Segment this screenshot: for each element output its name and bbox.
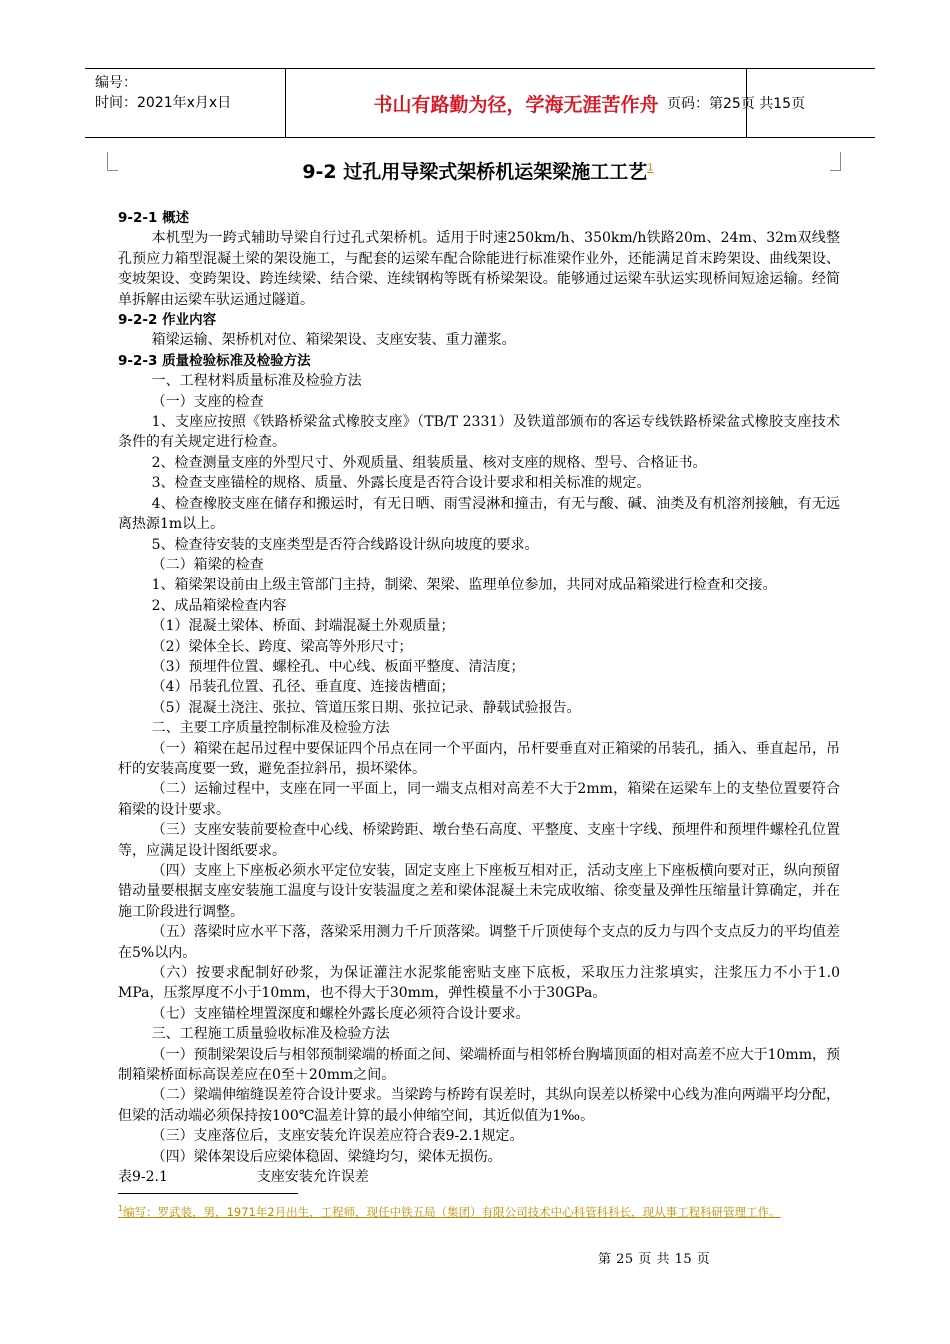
- body-paragraph: （六）按要求配制好砂浆，为保证灌注水泥浆能密贴支座下底板，采取压力注浆填实，注浆压力不小于1.0 MPa，压浆厚度不小于10mm，也不得大于30mm，弹性模量不小于30GPa。: [118, 965, 840, 1002]
- body-paragraph: （1）混凝土梁体、桥面、封端混凝土外观质量；: [151, 618, 455, 635]
- body-paragraph: （5）混凝土浇注、张拉、管道压浆日期、张拉记录、静载试验报告。: [151, 699, 581, 716]
- body-paragraph: 5、检查待安装的支座类型是否符合线路设计纵向坡度的要求。: [151, 536, 539, 553]
- body-paragraph: （三）支座安装前要检查中心线、桥梁跨距、墩台垫石高度、平整度、支座十字线、预埋件和预埋件螺栓孔位置等，应满足设计图纸要求。: [118, 822, 840, 859]
- body-paragraph: （2）梁体全长、跨度、梁高等外形尺寸；: [151, 638, 413, 655]
- margin-corner-left: [107, 152, 118, 171]
- body-paragraph: 2、成品箱梁检查内容: [151, 597, 287, 614]
- section-heading: 9-2-1 概述: [118, 210, 190, 226]
- body-paragraph: 二、主要工序质量控制标准及检验方法: [151, 720, 390, 737]
- body-paragraph: （3）预埋件位置、螺栓孔、中心线、板面平整度、清洁度；: [151, 658, 525, 675]
- header-meta: [95, 73, 231, 113]
- body-paragraph: （一）预制梁架设后与相邻预制梁端的桥面之间、梁端桥面与相邻桥台胸墙顶面的相对高差不应大于10mm，预制箱梁桥面标高误差应在0至＋20mm之间。: [118, 1046, 840, 1084]
- body-paragraph: 4、检查橡胶支座在储存和搬运时，有无日晒、雨雪浸淋和撞击，有无与酸、碱、油类及有机溶剂接触，有无远离热源1m以上。: [118, 495, 840, 533]
- page-header: [85, 68, 875, 138]
- document-body: [118, 208, 840, 1188]
- body-paragraph: 1、支座应按照《铁路桥梁盆式橡胶支座》（TB/T 2331）及铁道部颁布的客运专线铁路桥梁盆式橡胶支座技术条件的有关规定进行检查。: [118, 414, 840, 451]
- body-paragraph: （二）运输过程中，支座在同一平面上，同一端支点相对高差不大于2mm，箱梁在运梁车上的支垫位置要符合箱梁的设计要求。: [118, 781, 840, 818]
- body-paragraph: （五）落梁时应水平下落，落梁采用测力千斤顶落梁。调整千斤顶使每个支点的反力与四个支点反力的平均值差在5%以内。: [118, 924, 840, 961]
- section-heading: 9-2-2 作业内容: [118, 312, 217, 329]
- table-caption: 表9-2.1 支座安装允许误差: [118, 1169, 369, 1186]
- body-paragraph: 2、检查测量支座的外型尺寸、外观质量、组装质量、核对支座的规格、型号、合格证书。: [151, 454, 707, 471]
- title-text: 9-2 过孔用导梁式架桥机运架梁施工工艺: [302, 161, 648, 183]
- header-time: 时间：2021年x月x日: [95, 95, 232, 111]
- body-paragraph: （四）支座上下座板必须水平定位安装，固定支座上下座板互相对正，活动支座上下座板横向要对正，纵向预留错动量要根据支座安装施工温度与设计安装温度之差和梁体混凝土未完成收缩、徐变量及弹性压缩量计算确定，并在施工阶段进行调整。: [118, 863, 840, 920]
- footnote-mark: 1: [118, 1204, 124, 1213]
- body-paragraph: 三、工程施工质量验收标准及检验方法: [151, 1026, 390, 1043]
- body-paragraph: （三）支座落位后，支座安装允许误差应符合表9-2.1规定。: [151, 1128, 524, 1145]
- body-paragraph: （七）支座锚栓埋置深度和螺栓外露长度必须符合设计要求。: [151, 1005, 530, 1022]
- section-heading: 9-2-3 质量检验标准及检验方法: [118, 352, 311, 369]
- header-page: 页码：第25页 共15页: [667, 96, 806, 112]
- body-paragraph: （4）吊装孔位置、孔径、垂直度、连接齿槽面；: [151, 679, 455, 696]
- body-paragraph: （四）梁体架设后应梁体稳固、梁缝均匀，梁体无损伤。: [151, 1148, 502, 1165]
- body-paragraph: （二）箱梁的检查: [151, 556, 264, 573]
- body-paragraph: 箱梁运输、架桥机对位、箱梁架设、支座安装、重力灌浆。: [151, 332, 516, 349]
- body-paragraph: 一、工程材料质量标准及检验方法: [151, 373, 362, 390]
- header-motto: 书山有路勤为径，学海无涯苦作舟: [285, 69, 747, 137]
- body-paragraph: （二）梁端伸缩缝误差符合设计要求。当梁跨与桥跨有误差时，其纵向误差以桥梁中心线为准向两端平均分配，但梁的活动端必须保持按100℃温差计算的最小伸缩空间，其近似值为1‰。: [118, 1087, 840, 1124]
- header-number: 编号：: [95, 75, 137, 91]
- body-paragraph: 3、检查支座锚栓的规格、质量、外露长度是否符合设计要求和相关标准的规定。: [151, 475, 651, 492]
- body-paragraph: （一）支座的检查: [151, 393, 264, 410]
- footnote-text: 编写：罗武装，男，1971年2月出生，工程师，现任中铁五局（集团）有限公司技术中心科管科科长，现从事工程科研管理工作。: [123, 1204, 781, 1219]
- body-paragraph: 1、箱梁架设前由上级主管部门主持，制梁、架梁、监理单位参加，共同对成品箱梁进行检查和交接。: [151, 577, 777, 594]
- title-footnote-link[interactable]: 1: [647, 162, 654, 174]
- body-paragraph: 本机型为一跨式辅助导梁自行过孔式架桥机。适用于时速250km/h、350km/h铁路20m、24m、32m双线整孔预应力箱型混凝土梁的架设施工，与配套的运梁车配合除能进行标准梁作业外，还能满足首末跨架设、曲线架设、变坡架设、变跨架设、跨连续梁、结合梁、连续钢构等既有桥梁架设。能够通过运梁车驮运实现桥间短途运输。经简单拆解由运梁车驮运通过隧道。: [118, 230, 840, 308]
- document-title: [118, 157, 838, 184]
- body-paragraph: （一）箱梁在起吊过程中要保证四个吊点在同一个平面内，吊杆要垂直对正箱梁的吊装孔，插入、垂直起吊，吊杆的安装高度要一致，避免歪拉斜吊，损坏梁体。: [118, 740, 840, 777]
- footnote-divider: [118, 1193, 298, 1194]
- page-footer: 第 25 页 共 15 页: [598, 1252, 711, 1267]
- footnote[interactable]: [118, 1200, 840, 1221]
